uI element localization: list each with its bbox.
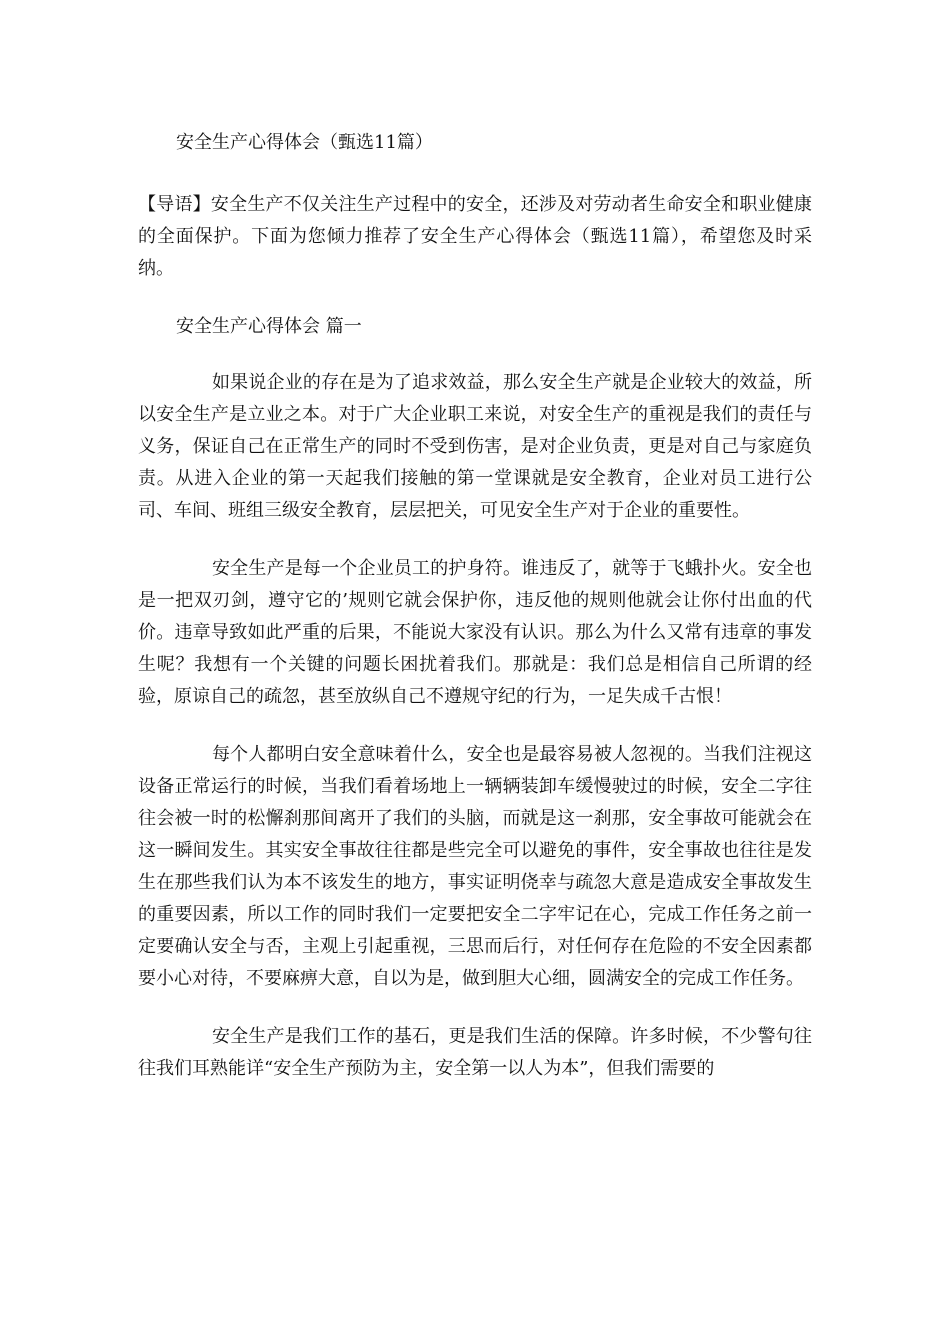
body-paragraph-2: 安全生产是每一个企业员工的护身符。谁违反了，就等于飞蛾扑火。安全也是一把双刃剑，遵守它的’规则它就会保护你，违反他的规则他就会让你付出血的代价。违章导致如此严重的后果，不能说大家没有认识。那么为什么又常有违章的事发生呢？我想有一个关键的问题长困扰着我们。那就是：我们总是相信自己所谓的经验，原谅自己的疏忽，甚至放纵自己不遵规守纪的行为，一足失成千古恨！	[138, 558, 812, 707]
body-paragraph-4: 安全生产是我们工作的基石，更是我们生活的保障。许多时候，不少警句往往我们耳熟能详“安全生产预防为主，安全第一以人为本”，但我们需要的	[138, 1026, 812, 1079]
document-title: 安全生产心得体会（甄选11篇）	[176, 132, 433, 153]
body-paragraph-1: 如果说企业的存在是为了追求效益，那么安全生产就是企业较大的效益，所以安全生产是立业之本。对于广大企业职工来说，对安全生产的重视是我们的责任与义务，保证自己在正常生产的同时不受到伤害，是对企业负责，更是对自己与家庭负责。从进入企业的第一天起我们接触的第一堂课就是安全教育，企业对员工进行公司、车间、班组三级安全教育，层层把关，可见安全生产对于企业的重要性。	[138, 372, 812, 521]
body-paragraph-3: 每个人都明白安全意味着什么，安全也是最容易被人忽视的。当我们注视这设备正常运行的时候，当我们看着场地上一辆辆装卸车缓慢驶过的时候，安全二字往往会被一时的松懈刹那间离开了我们的头脑，而就是这一刹那，安全事故可能就会在这一瞬间发生。其实安全事故往往都是些完全可以避免的事件，安全事故也往往是发生在那些我们认为本不该发生的地方，事实证明侥幸与疏忽大意是造成安全事故发生的重要因素，所以工作的同时我们一定要把安全二字牢记在心，完成工作任务之前一定要确认安全与否，主观上引起重视，三思而后行，对任何存在危险的不安全因素都要小心对待，不要麻痹大意，自以为是，做到胆大心细，圆满安全的完成工作任务。	[138, 744, 812, 989]
document-page	[138, 125, 812, 1111]
section-title: 安全生产心得体会 篇一	[176, 316, 362, 337]
intro-paragraph: 【导语】安全生产不仅关注生产过程中的安全，还涉及对劳动者生命安全和职业健康的全面保护。下面为您倾力推荐了安全生产心得体会（甄选11篇），希望您及时采纳。	[138, 194, 812, 279]
